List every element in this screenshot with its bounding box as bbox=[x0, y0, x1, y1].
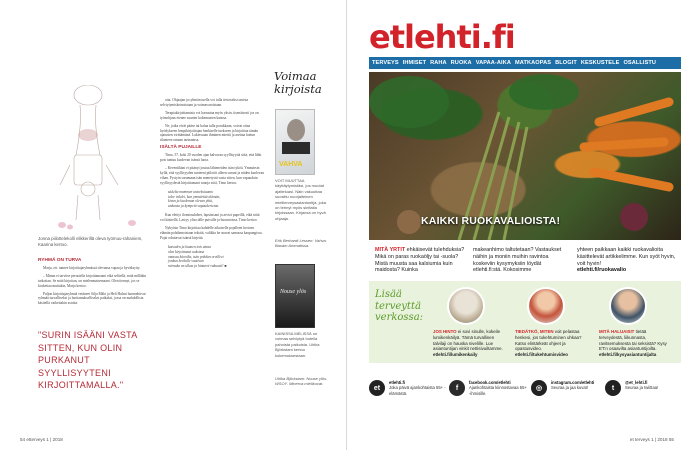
nav-item-blogit[interactable]: BLOGIT bbox=[555, 60, 577, 66]
social-text: Seuraa ja jaa kuvat! bbox=[551, 385, 589, 391]
blurb-link[interactable]: etlehti.fi/ruokavalio bbox=[577, 267, 627, 274]
poem-end: mirnaka on ulkoa ja hintaroi vakuusit! ■ bbox=[168, 264, 227, 269]
social-text: Ajankohtaista kiinnostavaa 55+ -ihmisille. bbox=[469, 385, 527, 396]
section-heading: RYHMÄ ON TURVA bbox=[38, 258, 82, 263]
card-text: voit pelastaa henkesi, jos tukehtuminen uhkaa? Katso elintärkeät ohjeet ja opastusvideo. bbox=[515, 329, 582, 352]
paragraph: Marja, ett. tunnee kirjoittajaryhmässä olevansa vapaa ja hyväksytty. bbox=[43, 265, 141, 270]
page-footer-right: et terveys 1 | 2018 55 bbox=[629, 437, 674, 442]
paragraph: Timo, 57, koki 20 vuoden ajan kalvavaa syyllisyyttä siitä, että lähti pois tuntuu kuolevan isänsä luota. bbox=[160, 153, 262, 163]
nav-item-terveys[interactable]: TERVEYS bbox=[372, 60, 399, 66]
social-twitter[interactable] bbox=[605, 380, 685, 406]
social-text: Joka päivä ajankohtaista 55+ -elämästä. bbox=[389, 385, 446, 396]
book-cover-vahva bbox=[275, 109, 315, 175]
etlehti-logo: etlehti.fi bbox=[369, 18, 515, 56]
et-logo-icon: et bbox=[369, 380, 385, 396]
blurb-lead: MITÄ YRTIT bbox=[375, 247, 406, 253]
page-footer-left: 54 etterveys 1 | 2018 bbox=[20, 437, 63, 442]
right-page bbox=[347, 0, 694, 450]
social-name: @et_lehti.fi bbox=[625, 380, 648, 385]
book-credit: Erik Berhardt Lessen: Vahva. Basam Ammatissa. bbox=[275, 238, 327, 249]
book-caption: KAINISSA MELISSÄ on voimaa selviytyä todella pahoista paikoista. Ulrika Björkstam kertoo kokemuksestaan. bbox=[275, 331, 320, 358]
paragraph: oita. Ohjaajan ja ryhmän tuella voi tulla tietoiseksi omista selviytymiskeinoistaan ja voimavaroistaan. bbox=[160, 98, 249, 107]
section-heading: ISÄLTÄ PUJAILLE bbox=[160, 145, 202, 151]
illustration-caption: Jonna piilottelekolli elikkerillä oleva työmuu-rahaniem, Kaarina kertoo. bbox=[38, 236, 143, 247]
card-link[interactable]: etlehti.fi/lumikenkaily bbox=[433, 352, 478, 358]
paragraph: Nykyisin Timo kirjoittaa kahdelle aikuiselle pojalleen kertoen elämän pohdinnoistaan tekstiä, valikka he asuvat samassa kaupungissa. Pojat odottavat isänsä kirjeitä. bbox=[160, 226, 263, 240]
book-credit: Ulrika Björkstam: Nouse ylös. WSOY. Minerva mielikuvat. bbox=[275, 376, 328, 387]
author-portrait-icon bbox=[277, 114, 315, 154]
social-text: Seuraa ja twiittaa! bbox=[625, 385, 659, 391]
article-column-1 bbox=[38, 256, 150, 309]
blurb-column-1 bbox=[375, 247, 467, 274]
nav-item-keskustele[interactable]: KESKUSTELE bbox=[580, 60, 620, 66]
nav-item-ruoka[interactable]: RUOKA bbox=[450, 60, 472, 66]
paragraph: Ne, jotka eivät pääse tai halua tulla porukkaan, voivat ottaa hyödykseen lempikirjoittajan henkiselle tuekseen ja kirjoittaa tämän ajatusten virittämänä. Lukiessaan ihminen miettii ja asettaa luetun tilanteen omaan tarinaansa. bbox=[160, 123, 258, 143]
poem: sädelta mommen unteeksiaanto tulee trdelei, kun ymmärtää ulämän, kivun ja kuoleman olevan yhtä, unkansa ja kympeiä vapauderteiua. bbox=[168, 189, 221, 209]
expert-portrait-photo bbox=[609, 287, 647, 325]
book-title: VAHVA bbox=[279, 161, 303, 168]
twitter-icon: t bbox=[605, 380, 621, 396]
social-name: instagram.com/etlehti bbox=[551, 380, 595, 385]
blurb-text: yhteen paikkaan kaikki ruokavalioita käsittelevät artikkelimme. Kun syöt hyvin, voit hyvin! bbox=[577, 247, 676, 267]
blurb-text: ehkäisevät tulehduksia? Mikä on paras ruokaöljy tai -suola? Mistä muusta saa kalsiumia kuin maidosta? Kuinka bbox=[375, 247, 465, 274]
card-lead: MITÄ HALUAISIT bbox=[599, 329, 635, 334]
paragraph: Terapiakirjoittamista voi harrastaa myös yksin, itsenäisesti jos on työnohjaus etenee suurten kokemusten kanssa. bbox=[160, 110, 259, 120]
site-nav-bar bbox=[369, 57, 681, 69]
blurb-column-2 bbox=[473, 247, 571, 274]
band-title: Lisää terveyttä verkossa: bbox=[375, 289, 424, 323]
vegetables-hero-image bbox=[369, 72, 681, 240]
paragraph: – Minun ei tarvitse perustella kirjoittamaani eikä selitellä, mitä milläkin tarkoitan. Se mitä kirjoitan, on mielenmaisemaani. Olen tiennyt, jos se koskettaa muitakin, Marja kertoo. bbox=[38, 273, 147, 288]
snowshoe-photo bbox=[447, 287, 485, 325]
card-expert bbox=[599, 329, 669, 358]
pull-quote: "SURIN ISÄÄNI VASTA SITTEN, KUN OLIN PURKANUT SYYLLISYYTENI KIRJOITTAMALLA." bbox=[38, 330, 138, 390]
paragraph: Paljon kirjoittajaryhmiä vetäneet Silja Mäki ja Heli Hulmi luonnehtivat ryhmää turvalliseksi ja luottamukselliseksi paikaksi, jossa on mahdollista käsitellä vaikeitakin asioita. bbox=[38, 291, 146, 306]
nav-item-raha[interactable]: RAHA bbox=[430, 60, 447, 66]
card-text: ei sovi sinulle, kokeile lumikenkäilyä. Tämä turvallinen talvilaji on hauska nivelille. Lue asiantuntijan vinkit nettisivuiltamme. bbox=[433, 329, 503, 352]
card-choking bbox=[515, 329, 585, 358]
card-lead: JOS HINTO bbox=[433, 329, 457, 334]
social-facebook[interactable] bbox=[449, 380, 529, 406]
nav-item-matkaopas[interactable]: MATKAOPAS bbox=[514, 60, 552, 66]
card-link[interactable]: etlehti.fi/tukehtumisvideo bbox=[515, 352, 568, 358]
blurb-text: makeanhimo taltutetaan? Vastaukset näihin ja moniin muihin ravintoa koskeviin kysymyksiin löydät etlehti.fi:stä. Kokosimme bbox=[473, 247, 562, 274]
paragraph: Kun elettyi ilomissuhdeet, lapsiinsani ja arviot pupeillä, eikä niitä voi käsitellä. Lastyy ylisa tälle puivälle ja huomioissa, Timo kertoo. bbox=[160, 213, 260, 223]
social-etlehti[interactable] bbox=[369, 380, 449, 406]
social-name: facebook.com/etlehti bbox=[469, 380, 511, 385]
card-text: tietää terveydestä, liikunnasta, ravitsemuksesta tai seksistä? Kysy ET:n osaavilta asiantuntijoilta. bbox=[599, 329, 667, 352]
instagram-icon: ◎ bbox=[531, 380, 547, 396]
card-link[interactable]: etlehti.fi/kysyasiantuntijalta bbox=[599, 352, 657, 358]
voimaa-kirjoista-title: Voimaa kirjoista bbox=[274, 69, 322, 96]
poem: katsoden ja kaunen tois ainaa olen kirjoittanut uuksissa omassa kävoilta, isän pohdan orvilleet jonkun herkulle vaativan bbox=[168, 244, 224, 264]
social-name: etlehti.fi bbox=[389, 380, 406, 385]
article-column-2 bbox=[160, 98, 264, 272]
nav-item-vapaa-aika[interactable]: VAPAA-AIKA bbox=[475, 60, 511, 66]
book-title: Nouse ylös bbox=[280, 289, 307, 295]
book-caption: VOIT MUUTTAA käyttäytymistäsi, jos muutat ajatteluasi. Näin vakuuttaa suosittu nuorjaiteinen mieliterveysasiantuntija, joka on tehnyt myös sinfiaita kirjoissaan. Kirjansa on hyvä ohjaaja. bbox=[275, 178, 326, 221]
book-cover-nouse-ylos bbox=[275, 264, 315, 328]
facebook-icon: f bbox=[449, 380, 465, 396]
social-instagram[interactable] bbox=[531, 380, 611, 406]
child-with-balloons-illustration bbox=[40, 85, 155, 230]
card-lead: TIEDÄTKÖ, MITEN bbox=[515, 329, 554, 334]
choking-help-photo bbox=[527, 287, 565, 325]
hero-caption: KAIKKI RUOKAVALIOISTA! bbox=[421, 215, 561, 227]
paragraph: – Keventikäni ei pitänyt joutua lähteneiden isän tyköä. Ymmärsin kyllä, että syyllisyyden tunteeni piiloitti alleen suruni ja niiden kuolevan vihan. Pystyin surumaan isän menetystä vasta sitten, kun vapauduin syyllisyydestä kirjoittamani runoja siitä, Timo kertoo. bbox=[160, 165, 264, 185]
blurb-column-3 bbox=[577, 247, 677, 274]
nav-item-osallistu[interactable]: OSALLISTU bbox=[623, 60, 657, 66]
nav-item-ihmiset[interactable]: IHMISET bbox=[402, 60, 427, 66]
card-snowshoe bbox=[433, 329, 503, 358]
